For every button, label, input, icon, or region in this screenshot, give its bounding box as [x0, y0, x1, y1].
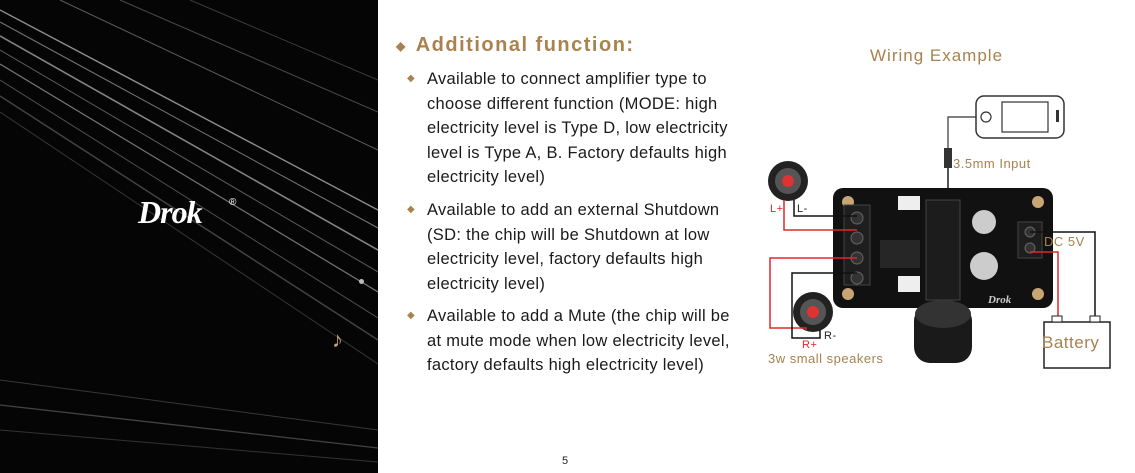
diamond-icon: ◆: [407, 310, 415, 321]
input-label: 3.5mm Input: [953, 156, 1031, 171]
wiring-title: Wiring Example: [870, 46, 1004, 65]
phone-icon: [976, 96, 1064, 138]
light-streaks: [0, 0, 378, 473]
amplifier-board: [833, 188, 1053, 308]
bullet-text: Available to connect amplifier type to choose different function (MODE: high electricity level is Type D, low electricity level is Type A, B. Factory defaults high electricity level): [427, 70, 728, 186]
decorative-dot: [359, 279, 364, 284]
left-speaker-icon: [768, 161, 808, 201]
left-minus-label: L-: [797, 203, 808, 215]
bullet-mode: [407, 67, 737, 190]
power-label: DC 5V: [1044, 234, 1085, 249]
bullet-shutdown: [407, 198, 737, 296]
diamond-icon: ◆: [396, 38, 407, 53]
diamond-icon: ◆: [407, 73, 415, 84]
registered-mark: ®: [229, 197, 237, 208]
right-speaker-icon: [793, 292, 833, 332]
bullet-text: Available to add a Mute (the chip will be at mute mode when low electricity level, factory defaults high electricity level): [427, 307, 730, 374]
bullet-mute: [407, 304, 737, 378]
section-heading: [396, 34, 635, 57]
speakers-label: 3w small speakers: [768, 351, 884, 366]
page-number: 5: [562, 455, 569, 467]
left-decorative-panel: [0, 0, 378, 473]
bullet-text: Available to add an external Shutdown (SD: the chip will be Shutdown at low electricity level, factory defaults high electricity level): [427, 201, 720, 293]
right-minus-label: R-: [824, 330, 837, 342]
heading-text: Additional function:: [415, 34, 635, 56]
volume-knob: [914, 300, 972, 363]
music-note-icon: ♪: [332, 327, 343, 352]
diamond-icon: ◆: [407, 204, 415, 215]
left-plus-label: L+: [770, 203, 784, 215]
brand-logo: Drok: [138, 194, 202, 230]
right-plus-label: R+: [802, 339, 818, 351]
battery-label: Battery: [1042, 333, 1100, 352]
board-brand: Drok: [988, 294, 1012, 306]
